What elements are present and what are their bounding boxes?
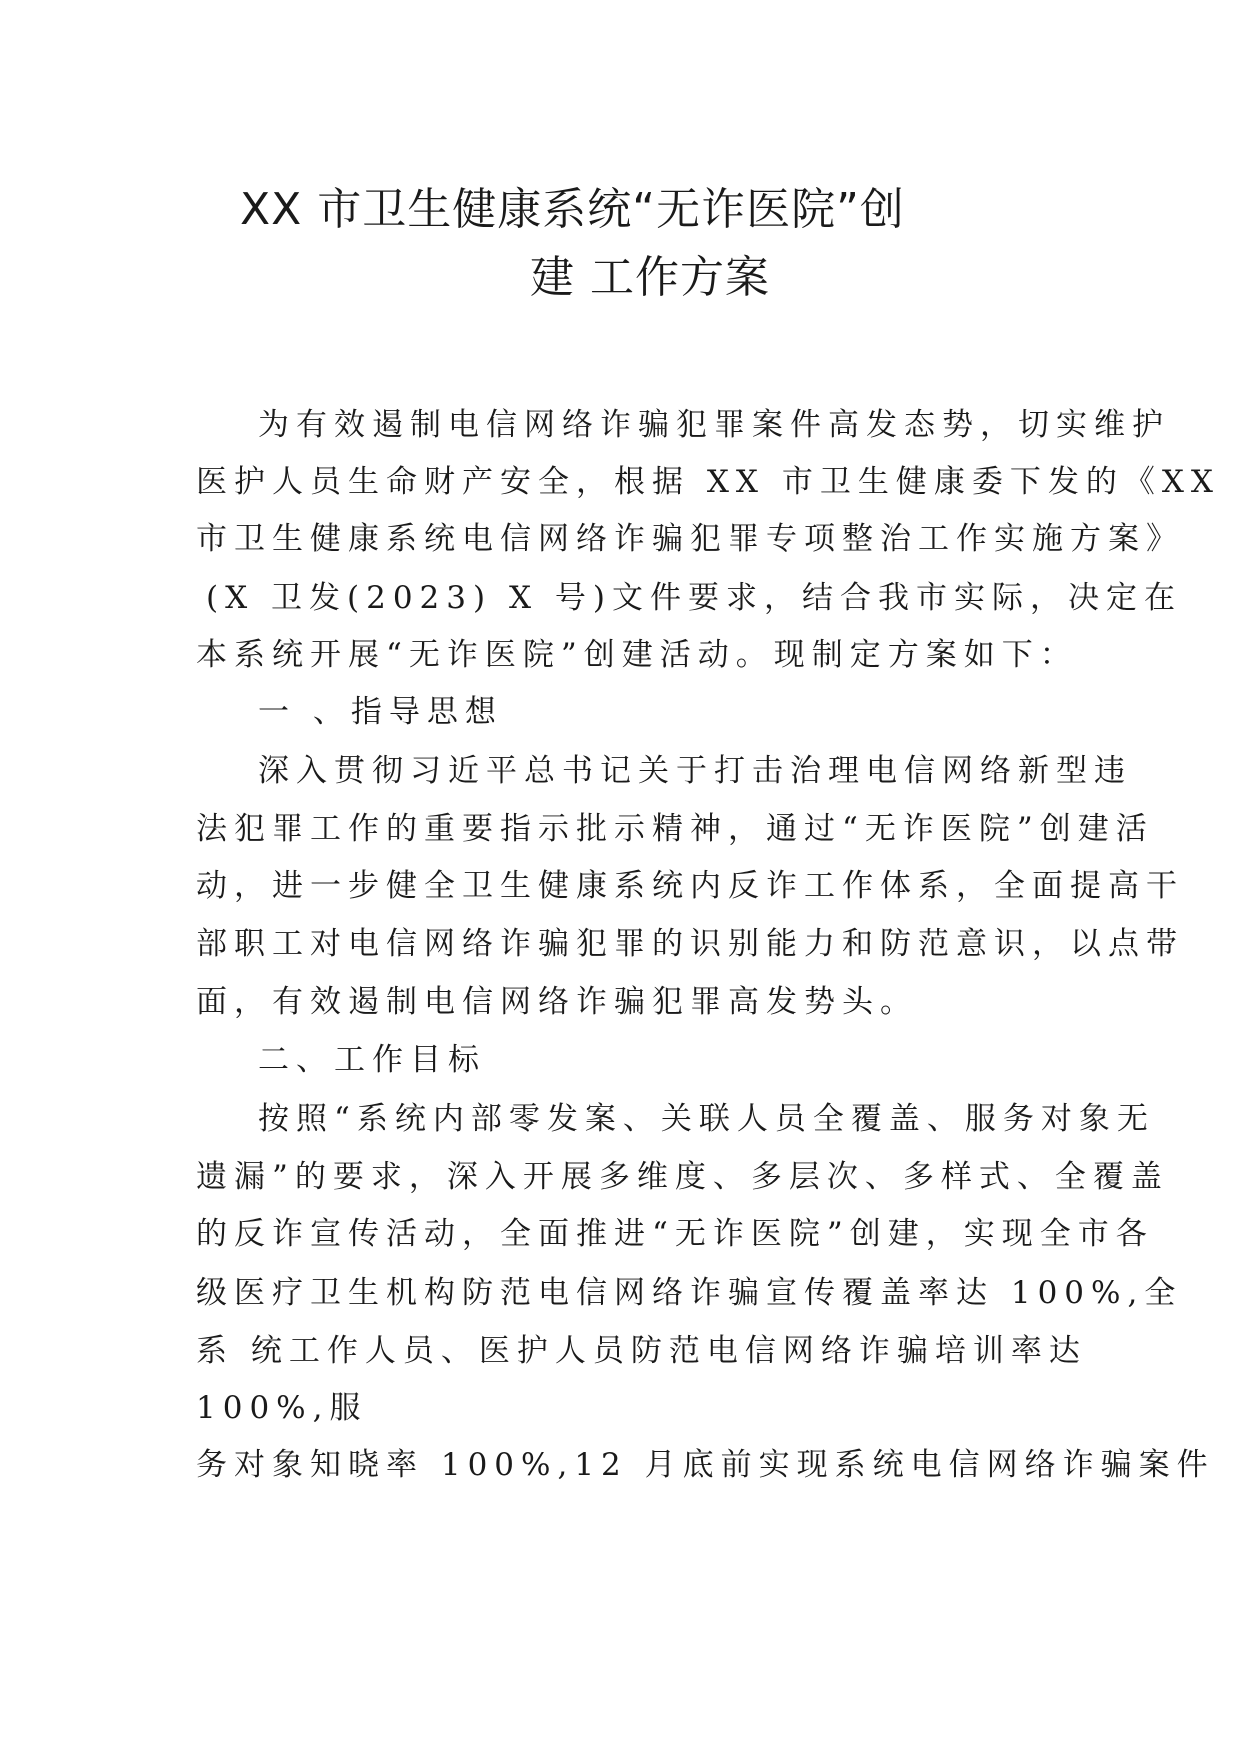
paragraph-line: 医护人员生命财产安全，根据 XX 市卫生健康委下发的《XX bbox=[196, 464, 1220, 500]
paragraph-line: 面，有效遏制电信网络诈骗犯罪高发势头。 bbox=[196, 984, 918, 1020]
paragraph-line: 市卫生健康系统电信网络诈骗犯罪专项整治工作实施方案》 bbox=[196, 521, 1184, 557]
paragraph-line: 为有效遏制电信网络诈骗犯罪案件高发态势，切实维护 bbox=[258, 407, 1170, 443]
paragraph-line: (X 卫发(2023) X 号)文件要求，结合我市实际，决定在 bbox=[206, 580, 1182, 616]
paragraph-line: 法犯罪工作的重要指示批示精神，通过“无诈医院”创建活 bbox=[196, 811, 1154, 847]
document-title-line-2: 建 工作方案 bbox=[530, 252, 770, 303]
paragraph-line: 深入贯彻习近平总书记关于打击治理电信网络新型违 bbox=[258, 753, 1132, 789]
paragraph-line: 级医疗卫生机构防范电信网络诈骗宣传覆盖率达 100%,全 bbox=[196, 1275, 1183, 1311]
paragraph-line: 遗漏”的要求，深入开展多维度、多层次、多样式、全覆盖 bbox=[196, 1159, 1169, 1195]
paragraph-line: 务对象知晓率 100%,12 月底前实现系统电信网络诈骗案件 bbox=[196, 1447, 1215, 1483]
section-heading-2: 二、工作目标 bbox=[258, 1042, 486, 1078]
paragraph-line: 系 统工作人员、医护人员防范电信网络诈骗培训率达 bbox=[196, 1333, 1087, 1369]
paragraph-line: 的反诈宣传活动，全面推进“无诈医院”创建，实现全市各 bbox=[196, 1216, 1154, 1252]
paragraph-line: 动，进一步健全卫生健康系统内反诈工作体系，全面提高干 bbox=[196, 868, 1184, 904]
document-title-line-1: XX 市卫生健康系统“无诈医院”创 bbox=[240, 184, 905, 235]
section-heading-1: 一 、指导思想 bbox=[258, 694, 503, 730]
paragraph-line: 本系统开展“无诈医院”创建活动。现制定方案如下： bbox=[196, 637, 1078, 673]
paragraph-line: 部职工对电信网络诈骗犯罪的识别能力和防范意识，以点带 bbox=[196, 926, 1184, 962]
paragraph-line: 100%,服 bbox=[196, 1390, 368, 1426]
paragraph-line: 按照“系统内部零发案、关联人员全覆盖、服务对象无 bbox=[258, 1101, 1155, 1137]
